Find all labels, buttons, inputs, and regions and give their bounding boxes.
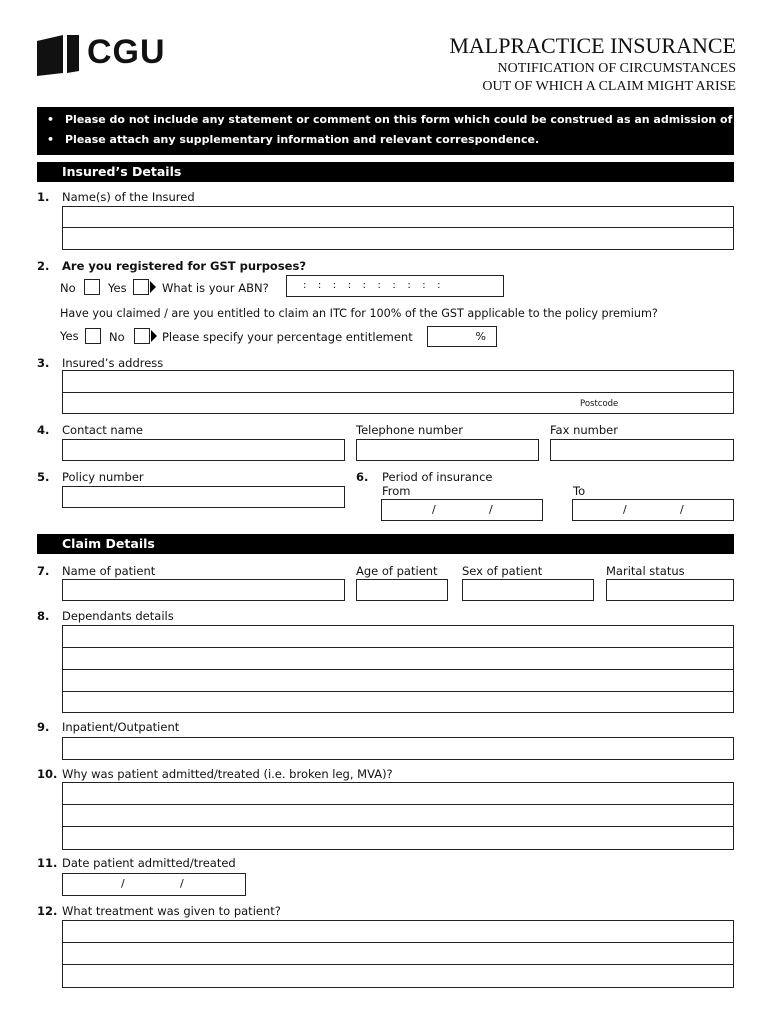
percentage-input[interactable] [427,326,497,347]
gst-no-label: No [60,281,76,295]
telephone-input[interactable] [356,439,539,461]
q6-number: 6. [356,470,369,484]
q12-number: 12. [37,904,58,918]
abn-separators: : : : : : : : : : : [303,280,442,291]
insured-details-heading: Insured’s Details [37,162,734,182]
date-sep: / [489,503,493,516]
period-label: Period of insurance [382,470,493,484]
policy-number-input[interactable] [62,486,345,508]
date-sep: / [121,877,125,890]
notice-bullet-1: • [47,113,55,126]
insured-name-field[interactable] [62,206,734,250]
patient-sex-label: Sex of patient [462,564,543,578]
patient-sex-input[interactable] [462,579,594,601]
q10-number: 10. [37,767,58,781]
patient-name-input[interactable] [62,579,345,601]
telephone-label: Telephone number [356,423,463,437]
itc-question: Have you claimed / are you entitled to claim an ITC for 100% of the GST applicable to the policy premium? [60,307,658,320]
notice-line-1: Please do not include any statement or comment on this form which could be construed as an admission of fault. [65,113,770,126]
postcode-label: Postcode [580,399,619,409]
inpatient-label: Inpatient/Outpatient [62,720,180,734]
itc-no-label: No [109,330,125,344]
q1-number: 1. [37,190,50,204]
claim-details-heading: Claim Details [37,534,734,554]
date-sep: / [180,877,184,890]
period-to-input[interactable] [572,499,734,521]
q9-number: 9. [37,720,50,734]
q3-number: 3. [37,356,50,370]
policy-number-label: Policy number [62,470,144,484]
patient-age-input[interactable] [356,579,448,601]
date-sep: / [680,503,684,516]
marital-status-input[interactable] [606,579,734,601]
arrow-right-icon [151,330,157,342]
form-subtitle-1: NOTIFICATION OF CIRCUMSTANCES [497,61,736,76]
cgu-logo-text: CGU [87,33,166,71]
admission-date-label: Date patient admitted/treated [62,856,236,870]
from-label: From [382,484,411,498]
percentage-label: Please specify your percentage entitlement [162,330,413,344]
q8-number: 8. [37,609,50,623]
form-title: MALPRACTICE INSURANCE [449,33,736,58]
marital-status-label: Marital status [606,564,685,578]
q5-number: 5. [37,470,50,484]
to-label: To [573,484,586,498]
percent-symbol: % [475,330,486,343]
q2-number: 2. [37,259,50,273]
dependants-label: Dependants details [62,609,174,623]
fax-label: Fax number [550,423,618,437]
date-sep: / [623,503,627,516]
period-from-input[interactable] [381,499,543,521]
q2-label: Are you registered for GST purposes? [62,259,306,273]
q4-number: 4. [37,423,50,437]
itc-yes-label: Yes [60,329,79,343]
cgu-logo-mark [37,35,81,79]
inpatient-input[interactable] [62,737,734,760]
admission-reason-field[interactable] [62,782,734,850]
fax-input[interactable] [550,439,734,461]
date-sep: / [432,503,436,516]
notice-box [37,107,770,155]
insured-address-field[interactable] [62,370,734,414]
contact-name-input[interactable] [62,439,345,461]
q7-number: 7. [37,564,50,578]
q1-label: Name(s) of the Insured [62,190,195,204]
q3-label: Insured’s address [62,356,164,370]
contact-name-label: Contact name [62,423,144,437]
treatment-label: What treatment was given to patient? [62,904,281,918]
notice-line-2: Please attach any supplementary information and relevant correspondence. [65,133,540,146]
itc-no-checkbox[interactable] [134,328,150,344]
patient-age-label: Age of patient [356,564,438,578]
notice-bullet-2: • [47,133,55,146]
abn-input[interactable] [286,275,504,297]
form-subtitle-2: OUT OF WHICH A CLAIM MIGHT ARISE [482,79,736,94]
admission-date-input[interactable] [62,873,246,896]
itc-yes-checkbox[interactable] [85,328,101,344]
cgu-logo [37,35,187,79]
dependants-field[interactable] [62,625,734,713]
arrow-right-icon [150,281,156,293]
treatment-field[interactable] [62,920,734,988]
gst-no-checkbox[interactable] [84,279,100,295]
abn-label: What is your ABN? [162,281,269,295]
q11-number: 11. [37,856,58,870]
gst-yes-label: Yes [108,281,127,295]
admission-reason-label: Why was patient admitted/treated (i.e. broken leg, MVA)? [62,767,393,781]
patient-name-label: Name of patient [62,564,156,578]
gst-yes-checkbox[interactable] [133,279,149,295]
